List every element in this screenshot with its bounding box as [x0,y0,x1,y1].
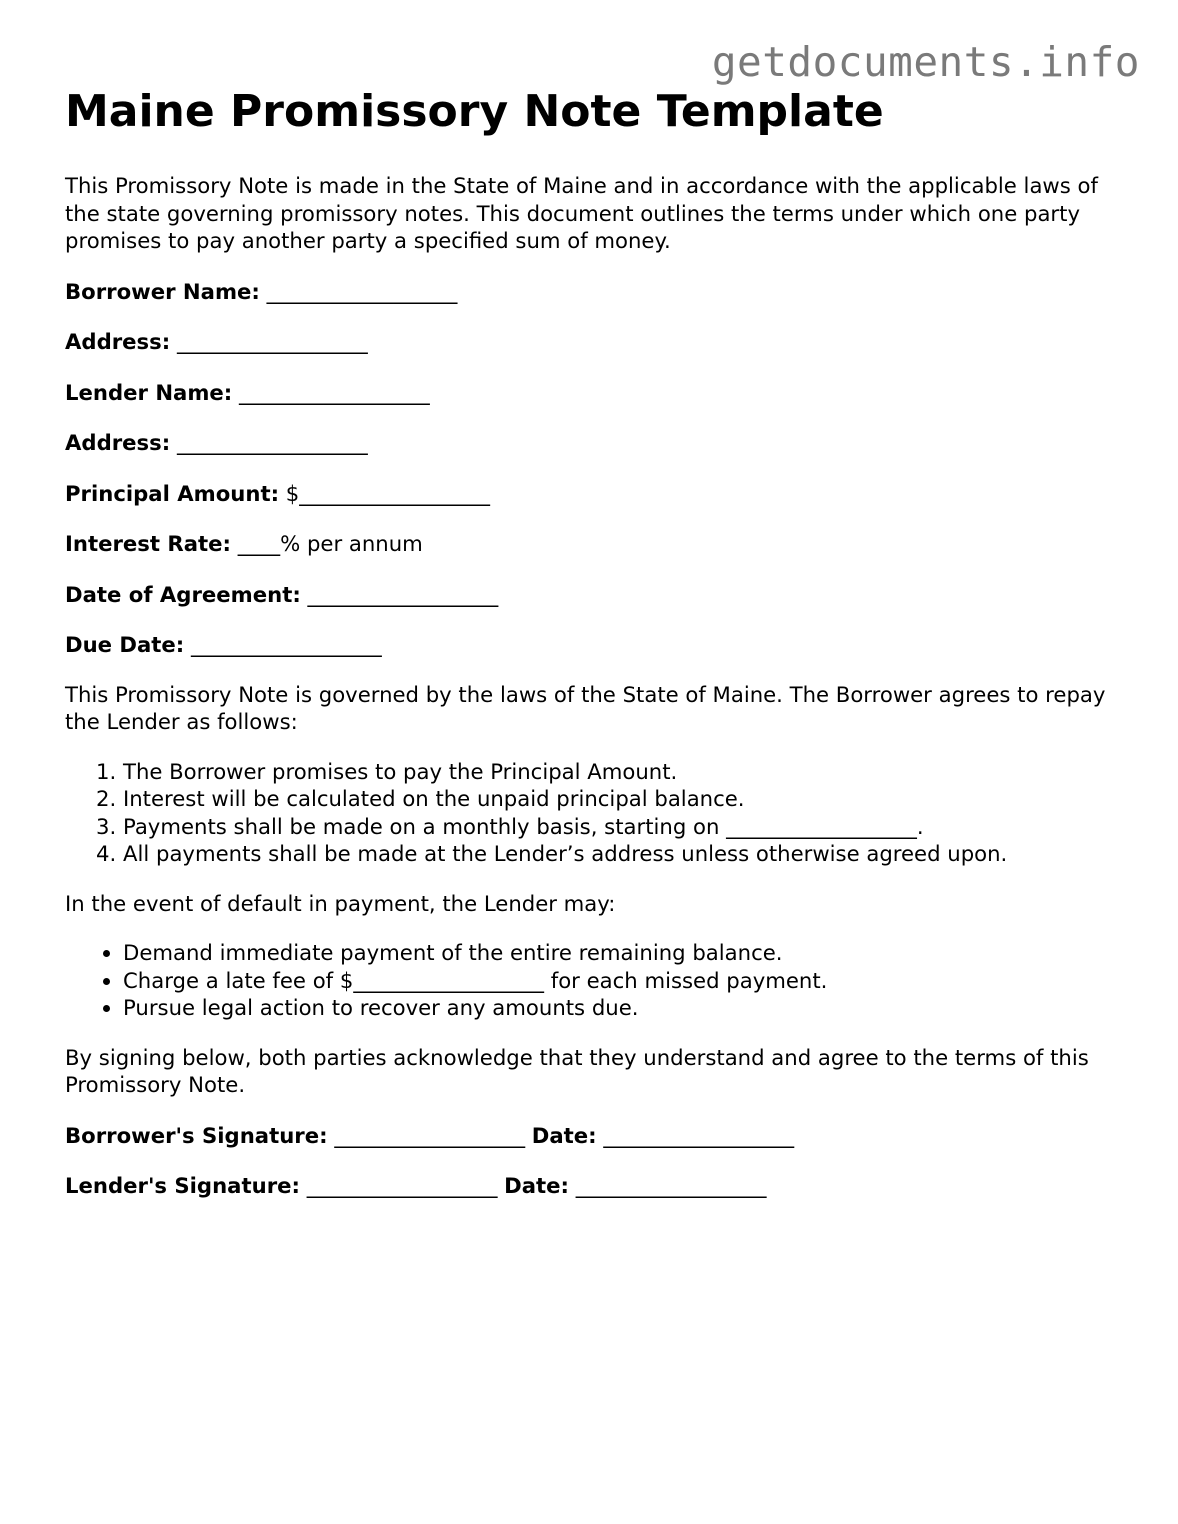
principal-amount-field [65,480,1125,508]
default-remedies-list [65,939,1125,1022]
default-intro: In the event of default in payment, the Lender may: [65,890,616,916]
principal-amount-label: Principal Amount: [65,480,280,506]
interest-rate-blank: ____% per annum [230,531,423,556]
watermark: getdocuments.info [711,38,1140,86]
borrower-signature-row [65,1122,1125,1150]
principal-amount-blank: $__________________ [279,480,490,506]
governing-paragraph: This Promissory Note is governed by the laws of the State of Maine. The Borrower agrees to repay the Lender as follows: [65,681,1106,734]
lender-address-label: Address: [65,430,171,455]
borrower-name-field [65,278,1125,306]
lender-signature-blank: __________________ [300,1173,505,1198]
repayment-terms-list [65,758,1125,868]
due-date-blank: __________________ [184,632,382,657]
interest-rate-label: Interest Rate: [65,531,231,556]
list-item: 2. Interest will be calculated on the unpaid principal balance. [123,785,1125,813]
lender-name-field [65,379,1125,407]
due-date-label: Due Date: [65,632,185,657]
borrower-signature-blank: __________________ [327,1122,532,1148]
borrower-name-label: Borrower Name: [65,278,260,304]
borrower-address-blank: __________________ [170,329,368,354]
document-body [65,82,1125,1200]
lender-name-blank: __________________ [232,379,430,405]
borrower-signature-label: Borrower's Signature: [65,1122,328,1148]
lender-date-blank: __________________ [569,1173,767,1198]
list-item: 1. The Borrower promises to pay the Principal Amount. [123,758,1125,786]
list-item: 3. Payments shall be made on a monthly basis, starting on __________________. [123,813,1125,841]
lender-date-label: Date: [504,1173,570,1198]
lender-signature-label: Lender's Signature: [65,1173,300,1198]
list-item: • Pursue legal action to recover any amounts due. [123,994,1125,1022]
borrower-date-blank: __________________ [596,1122,795,1148]
acknowledgement-paragraph: By signing below, both parties acknowledge that they understand and agree to the terms of this Promissory Note. [65,1044,1089,1097]
lender-address-blank: __________________ [170,430,368,455]
intro-paragraph: This Promissory Note is made in the State of Maine and in accordance with the applicable laws of the state governing promissory notes. This document outlines the terms under which one party promises to pay another party a specified sum of money. [65,173,1098,253]
borrower-address-label: Address: [65,329,171,354]
borrower-date-label: Date: [531,1122,597,1148]
list-item: • Demand immediate payment of the entire remaining balance. [123,939,1125,967]
borrower-address-field [65,328,1125,356]
list-item: 4. All payments shall be made at the Lender’s address unless otherwise agreed upon. [123,840,1125,868]
due-date-field [65,631,1125,659]
interest-rate-field [65,530,1125,558]
lender-signature-row [65,1172,1125,1200]
page-title: Maine Promissory Note Template [65,86,884,137]
borrower-name-blank: __________________ [259,278,458,304]
date-of-agreement-field [65,581,1125,609]
date-of-agreement-label: Date of Agreement: [65,581,301,607]
list-item: • Charge a late fee of $__________________ for each missed payment. [123,967,1125,995]
lender-address-field [65,429,1125,457]
date-of-agreement-blank: __________________ [300,581,499,607]
lender-name-label: Lender Name: [65,379,233,405]
